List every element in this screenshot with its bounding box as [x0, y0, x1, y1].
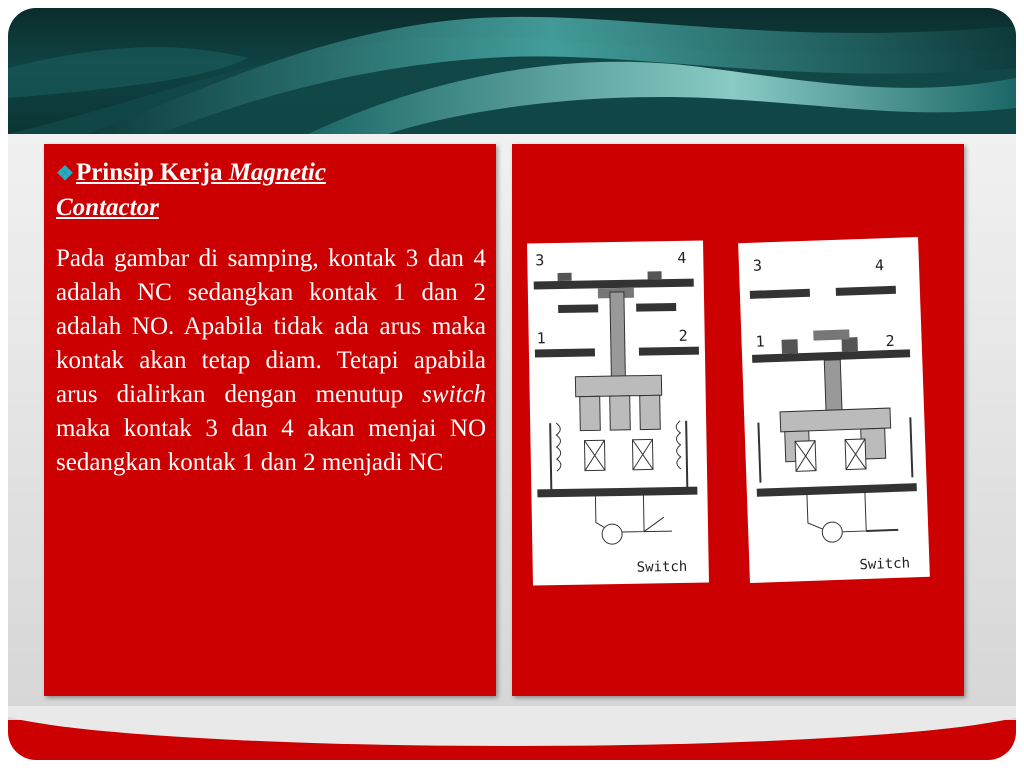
- contact-label-4: 4: [677, 248, 687, 267]
- contactor-closed-drawing: [738, 237, 930, 583]
- heading: [56, 156, 486, 225]
- header-banner: [8, 8, 1016, 134]
- contact-label-4-right: 4: [874, 256, 885, 275]
- paragraph-text-2: maka kontak 3 dan 4 akan menjai NO sedangkan kontak 1 dan 2 menjadi NC: [56, 415, 486, 476]
- text-panel: [44, 144, 496, 696]
- paragraph-italic-switch: switch: [422, 381, 486, 408]
- contact-label-3-right: 3: [752, 256, 763, 275]
- contactor-diagram-open: [527, 240, 709, 585]
- heading-italic-text-1: Magnetic: [228, 159, 326, 186]
- contactor-open-drawing: [527, 240, 709, 585]
- heading-italic-text-2: Contactor: [56, 194, 159, 221]
- switch-label-left: Switch: [636, 558, 688, 576]
- contactor-diagram-closed: [738, 237, 930, 583]
- header-wave-graphic: [8, 8, 1016, 134]
- diamond-bullet-icon: ❖: [56, 163, 74, 185]
- paragraph-text-1: Pada gambar di samping, kontak 3 dan 4 adalah NC sedangkan kontak 1 dan 2 adalah NO. Apabila tidak ada arus maka kontak akan tetap diam. Tetapi apabila arus dialirkan dengan menutup: [56, 245, 486, 408]
- image-panel: [512, 144, 964, 696]
- contact-label-3: 3: [535, 251, 545, 270]
- contact-label-1: 1: [536, 329, 546, 348]
- switch-label-right: Switch: [859, 555, 911, 574]
- contact-label-2: 2: [678, 326, 688, 345]
- heading-bold-text: Prinsip Kerja: [75, 159, 229, 186]
- contact-label-1-right: 1: [755, 332, 765, 351]
- contact-label-2-right: 2: [885, 331, 895, 351]
- body-paragraph: [56, 242, 486, 480]
